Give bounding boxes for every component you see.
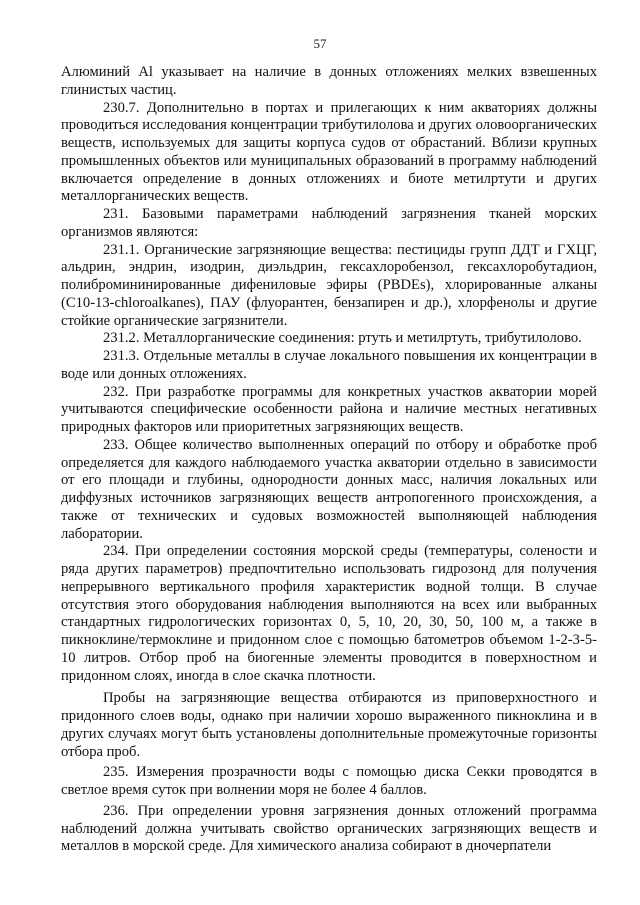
page-number: 57	[313, 36, 327, 51]
paragraph-231: 231. Базовыми параметрами наблюдений загрязнения тканей морских организмов являются:	[61, 206, 597, 240]
paragraph-aluminium: Алюминий Al указывает на наличие в донных отложениях мелких взвешенных глинистых частиц.	[61, 64, 597, 98]
paragraph-232: 232. При разработке программы для конкретных участков акватории морей учитываются специфические особенности района и наличие местных негативных природных факторов или приоритетных загрязняющих веществ.	[61, 383, 597, 435]
paragraph-233: 233. Общее количество выполненных операций по отбору и обработке проб определяется для каждого наблюдаемого участка акватории отдельно в зависимости от его площади и глубины, однородности донных масс, наличия локальных или диффузных источников загрязняющих веществ антропогенного происхождения, а также от технических и судовых возможностей выполняющей наблюдения лаборатории.	[61, 436, 597, 542]
paragraph-231-3: 231.3. Отдельные металлы в случае локального повышения их концентрации в воде или донных отложениях.	[61, 348, 597, 382]
paragraph-231-2: 231.2. Металлорганические соединения: ртуть и метилртуть, трибутилолово.	[103, 330, 582, 347]
paragraph-234: 234. При определении состояния морской среды (температуры, солености и ряда других параметров) предпочтительно использовать гидрозонд для получения непрерывного вертикального профиля характеристик водной толщи. В случае отсутствия этого оборудования наблюдения выполняются на всех или выбранных стандартных гидрологических горизонтах 0, 5, 10, 20, 30, 50, 100 м, а также в пикноклине/термоклине и придонном слое с помощью батометров объемом 1-2-3-5-10 литров. Отбор проб на биогенные элементы проводится в поверхностном и придонном слоях, иногда в слое скачка плотности.	[61, 543, 597, 684]
paragraph-235: 235. Измерения прозрачности воды с помощью диска Секки проводятся в светлое время суток при волнении моря не более 4 баллов.	[61, 764, 597, 798]
paragraph-samples: Пробы на загрязняющие вещества отбираются из приповерхностного и придонного слоев воды, однако при наличии хорошо выраженного пикноклина и в других случаях могут быть установлены дополнительные промежуточные горизонты отбора проб.	[61, 690, 597, 760]
paragraph-231-1: 231.1. Органические загрязняющие вещества: пестициды групп ДДТ и ГХЦГ, альдрин, эндрин, изодрин, диэльдрин, гексахлоробензол, гексахлоробутадион, полибромининированные дифениловые эфиры (PBDEs), хлорированные алканы (C10-13-chloroalkanes), ПАУ (флуорантен, бензапирен и др.), хлорфенолы и другие стойкие органические загрязнители.	[61, 241, 597, 329]
paragraph-236: 236. При определении уровня загрязнения донных отложений программа наблюдений должна учитывать свойство органических загрязняющих веществ и металлов в морской среде. Для химического анализа собирают в дночерпатели	[61, 802, 597, 855]
document-body	[61, 64, 597, 856]
paragraph-230-7: 230.7. Дополнительно в портах и прилегающих к ним акваториях должны проводиться исследования концентрации трибутилолова и других оловоорганических веществ, используемых для защиты корпуса судов от обрастаний. Вблизи крупных промышленных объектов или муниципальных образований в программу наблюдений включается определение в донных отложениях и биоте метилртути и других металлорганических веществ.	[61, 99, 597, 205]
